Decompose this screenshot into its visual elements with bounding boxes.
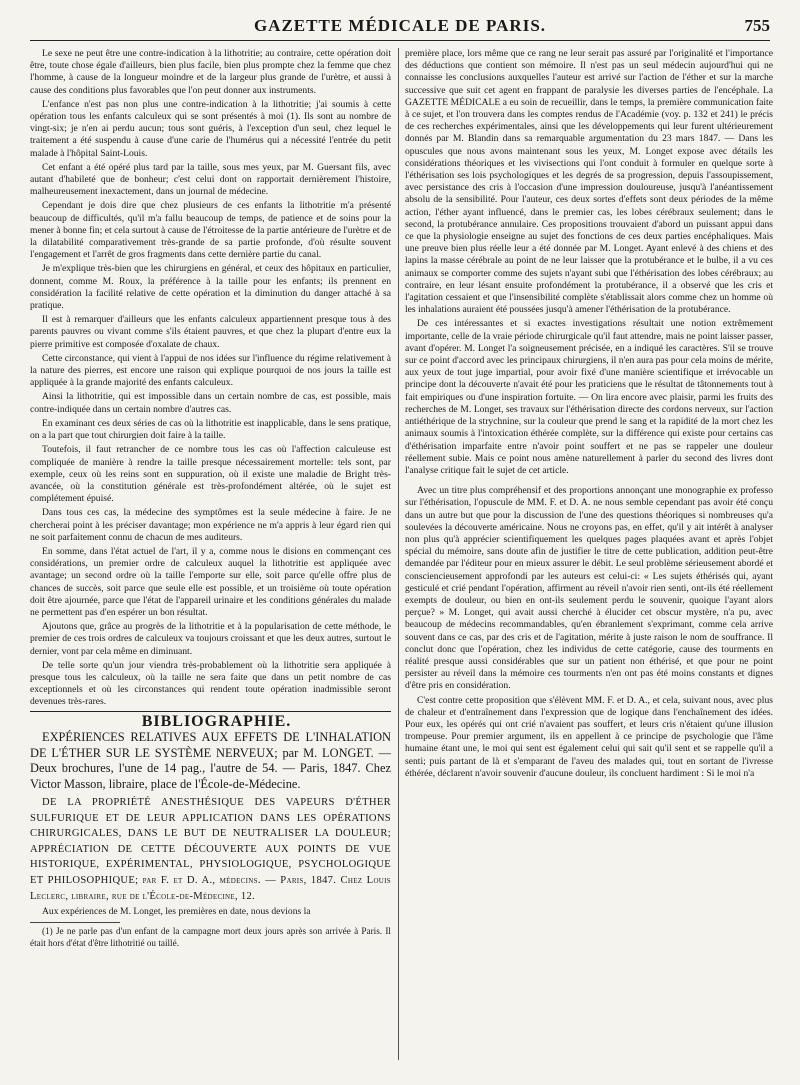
paragraph: Je m'explique très-bien que les chirurgiens en général, et ceux des hôpitaux en particulier, donnent, comme M. Roux, la préférence à la taille pour les enfants; ils prennent en considération la facilité relative de cette opération et la diminution du danger attaché à sa pratique. xyxy=(30,263,391,312)
paragraph: Il est à remarquer d'ailleurs que les enfants calculeux appartiennent presque tous à des parents pauvres ou vivant comme s'ils étaient pauvres, et que chez la plupart d'entre eux la pierre primitive est composée d'oxalate de chaux. xyxy=(30,314,391,350)
paragraph: Cependant je dois dire que chez plusieurs de ces enfants la lithotritie m'a présenté beaucoup de difficultés, qu'il m'a fallu beaucoup de temps, de patience et de soins pour la mener à bonne fin; et cela surtout à cause de l'étroitesse de la partie antérieure de l'urètre et de la dilatabilité comparativement très-grande de sa partie profonde, d'où résulte souvent l'engagement et l'arrêt de gros fragments dans cette dernière partie du canal. xyxy=(30,200,391,261)
right-column xyxy=(405,48,773,1068)
paragraph: Dans tous ces cas, la médecine des symptômes est la seule médecine à faire. Je ne chercherai point à les préciser davantage; mon expérience ne m'a appris à leur égard rien qui ne soit parfaitement connu de chacun de mes auditeurs. xyxy=(30,507,391,543)
paragraph: En examinant ces deux séries de cas où la lithotritie est inapplicable, dans le sens pratique, on a la part que tout chirurgien doit faire à la taille. xyxy=(30,417,391,442)
paragraph: Aux expériences de M. Longet, les premières en date, nous devions la xyxy=(42,906,311,918)
paragraph: Cet enfant a été opéré plus tard par la taille, sous mes yeux, par M. Guersant fils, avec autant d'habileté que de bonheur; c'est celui dont on rapportait dernièrement l'histoire, malheureusement inexactement, dans un journal de médecine. xyxy=(30,161,391,198)
paragraph: L'enfance n'est pas non plus une contre-indication à la lithotritie; j'ai soumis à cette opération tous les enfants calculeux qui se sont présentés à moi (1). Ils sont au nombre de vingt-six; je n'en ai perdu aucun; tous sont guéris, à l'exception d'un seul, chez lequel le traitement a été suspendu à cause d'une carie de l'humérus qui a nécessité l'entrée du petit malade à l'hôpital Saint-Louis. xyxy=(30,98,391,159)
left-column xyxy=(30,48,391,1073)
bibliography-heading: BIBLIOGRAPHIE. xyxy=(30,711,391,728)
journal-title: GAZETTE MÉDICALE DE PARIS. xyxy=(253,16,547,35)
bibliography-entry-fda: DE LA PROPRIÉTÉ ANESTHÉSIQUE DES VAPEURS D'ÉTHER SULFURIQUE ET DE LEUR APPLICATION DANS LES OPÉRATIONS CHIRURGICALES, DANS LE BUT DE NEUTRALISER LA DOULEUR; APPRÉCIATION DE CETTE DÉCOUVERTE AUX POINTS DE VUE HISTORIQUE, EXPÉRIMENTAL, PHYSIOLOGIQUE, PSYCHOLOGIQUE ET PHILOSOPHIQUE; par F. et D. A., médecins. — Paris, 1847. Chez Louis Leclerc, libraire, rue de l'École-de-Médecine, 12. xyxy=(30,796,391,902)
paragraph: C'est contre cette proposition que s'élèvent MM. F. et D. A., et cela, suivant nous, avec plus de chaleur et d'entraînement dans l'expression que de logique dans l'enchaînement des idées. Pour eux, les opérés qui ont crié n'avaient pas souffert, et leurs cris n'étaient qu'une illusion trompeuse. Pour premier argument, ils en appellent à ce principe de psychologie que l'âme humaine étant une, le moi qui sent est également celui qui sait qu'il sent et se rappelle qu'il a senti; puis partant de là et s'emparant de l'aveu des malades qui, tout en sortant de l'ivresse éthérée, déclarent n'avoir souvenir d'aucune douleur, ils concluent hardiment : Si le moi n'a xyxy=(405,694,773,779)
column-divider xyxy=(398,48,399,1060)
bibliography-entry-longet: EXPÉRIENCES RELATIVES AUX EFFETS DE L'INHALATION DE L'ÉTHER SUR LE SYSTÈME NERVEUX; par M. LONGET. — Deux brochures, l'une de 14 pag., l'autre de 54. — Paris, 1847. Chez Victor Masson, libraire, place de l'École-de-Médecine. xyxy=(30,729,391,792)
footnote-rule xyxy=(30,922,120,923)
paragraph: Ainsi la lithotritie, qui est impossible dans un certain nombre de cas, est possible, mais contre-indiquée dans un certain nombre d'autres cas. xyxy=(30,391,391,415)
paragraph: Cette circonstance, qui vient à l'appui de nos idées sur l'influence du régime relativement à la nature des pierres, est encore une raison qui explique pourquoi de nos jours la taille est appliquée à la grande majorité des enfants calculeux. xyxy=(30,352,391,389)
page-header xyxy=(30,16,770,41)
paragraph: De telle sorte qu'un jour viendra très-probablement où la lithotritie sera appliquée à presque tous les calculeux, où la taille ne sera faite que dans un petit nombre de cas exceptionnels et où les circonstances qui rendent toute opération inadmissible seront devenues très-rares. xyxy=(30,659,391,708)
paragraph: Avec un titre plus compréhensif et des proportions annonçant une monographie ex professo sur l'éthérisation, l'opuscule de MM. F. et D. A. ne nous semble cependant pas avoir été conçu dans un autre but que pour la discussion de l'une des questions théoriques si nombreuses qu'a soulevées la découverte américaine. Nous ne croyons pas, en effet, qu'il y ait intérêt à analyser non plus qu'à apprécier scientifiquement les quelques pages plaquées avant et après l'objet spécial du mémoire, sans doute afin de justifier le titre de cette publication, addition peut-être demandée par l'éditeur pour en mieux assurer le débit. Le seul problème sérieusement abordé et consciencieusement approfondi par les auteurs est celui-ci: « Les sujets éthérisés qui, ayant gesticulé et crié pendant l'opération, affirment au réveil n'avoir rien senti, ont-ils été réellement exempts de douleur, ou bien en ont-ils seulement perdu le souvenir, quoique l'ayant alors perçue? » M. Longet, qui avait aussi cherché à élucider cet obscur mystère, n'a pu, avec beaucoup de médecins recommandables, qu'en ébranlement s'exprimant, comme cela arrive souvent dans ce cas, par des cris et de l'agitation, mérite à juste raison le nom de souffrance. Il conclut donc que l'opération, chez les individus de cette catégorie, cause des tourments en réalité presque aussi considérables que sur un patient non éthérisé, et que pour ne point persister au réveil dans la mémoire ces tourments n'en ont pas été moins constants et dignes d'être pris en considération. xyxy=(405,485,773,692)
paragraph: Le sexe ne peut être une contre-indication à la lithotritie; au contraire, cette opération doit être, toute chose égale d'ailleurs, bien plus facile, bien plus prompte chez la femme que chez l'homme, à cause de la longueur moindre et de la largeur plus grande de l'urètre, et aussi à cause des conditions plus favorables que l'on peut donner aux instruments. xyxy=(30,48,391,96)
paragraph: De ces intéressantes et si exactes investigations résultait une notion extrêmement importante, celle de la vraie période chirurgicale qu'il faut attendre, mais ne point laisser passer, avant d'opérer. M. Longet l'a soigneusement précisée, en a indiqué les caractères. S'il se trouve sur ce point d'accord avec les principaux chirurgiens, il n'en aura pas pour cela moins de mérite, aux yeux de tout juge impartial, pour avoir fixé d'une manière scientifique et irrévocable un principe dont la découverte n'avait été pour les praticiens que le résultat de tâtonnements tout à fait empiriques ou d'une inspiration fortuite. — On lira encore avec plaisir, parmi les fruits des recherches de M. Longet, ses travaux sur l'éthérisation directe des cordons nerveux, sur l'action antiéthérique de la strychnine, sur la couleur que prend le sang et la rapidité de la mort chez les animaux soumis à l'intoxication éthérée complète, sur la différence qui existe pour certains cas d'éthérisation imparfaite entre n'avoir point souffert et ne pas se rappeler une douleur réellement subie. Mais ce point nous amène naturellement à parler du second des livres dont l'analyse critique fait le sujet de cet article. xyxy=(405,318,773,476)
paragraph: première place, lors même que ce rang ne leur serait pas assuré par l'originalité et l'importance des déductions que contient son mémoire. Il n'est pas un seul médecin aujourd'hui qui ne connaisse les conclusions auxquelles l'auteur est arrivé sur l'action de l'éther et sur la marche successive que suit cet agent en frappant de paralysie les diverses parties de l'encéphale. La GAZETTE MÉDICALE a eu soin de recueillir, dans le temps, la première communication faite à ce sujet, et l'on trouvera dans les comptes rendus de l'Académie (voy. p. 132 et 241) le précis de ces recherches expérimentales, ainsi que les développements qui leur furent ultérieurement donnés par M. Blandin dans sa remarquable argumentation du 23 mars 1847. — Dans les opuscules que nous avons maintenant sous les yeux, M. Longet expose avec détails les considérations théoriques et les vivisections qui l'ont conduit à formuler en quelque sorte à l'éthérisation ses lois psychologiques et les degrés de sa progression, depuis l'assoupissement, avec persistance des cris à l'occasion d'une impression douloureuse, jusqu'à l'anéantissement absolu de la sensibilité. Pour l'auteur, ces deux sortes d'effets sont deux périodes de la même action, l'éther ayant influencé, dans le premier cas, les lobes cérébraux seulement; dans le second, la protubérance annulaire. Ces propositions trouvaient d'abord un puissant appui dans ce que la physiologie enseigne au sujet des fonctions de ces deux parties encéphaliques. Mais une preuve bien plus réelle leur a été donnée par M. Longet. Ayant enlevé à des chiens et des lapins la masse cérébrale au point de ne leur laisser que la protubérance et le bulbe, il a vu ces animaux se comporter comme des sujets n'ayant subi que l'éthérisation des lobes cérébraux; au contraire, en leur lésant ensuite profondément la protubérance, il a observé que les cris et l'agitation cessaient et que l'insensibilité complète s'établissait alors comme chez un homme où les inhalations auraient été poussées jusqu'à amener l'éthérisation de la protubérance. xyxy=(405,48,773,316)
page-number: 755 xyxy=(744,16,770,35)
paragraph: Toutefois, il faut retrancher de ce nombre tous les cas où l'affection calculeuse est compliquée de manière à rendre la taille presque nécessairement mortelle: tels sont, par exemple, ceux où les reins sont en suppuration, où il existe une maladie de Bright très-avancée, où la constitution générale est très-profondément altérée, où le sujet est complétement épuisé. xyxy=(30,444,391,505)
footnote: (1) Je ne parle pas d'un enfant de la campagne mort deux jours après son arrivée à Paris. Il était hors d'état d'être lithotritié ou taillé. xyxy=(30,926,391,948)
paragraph: En somme, dans l'état actuel de l'art, il y a, comme nous le disions en commençant ces considérations, un premier ordre de calculeux auquel la lithotritie est appliquée avec avantage; un second ordre où la taille l'emporte sur elle, soit parce qu'elle offre plus de chances de succès, soit parce que seule elle est possible, et un troisième où toute opération doit être ajournée, parce que l'état de l'appareil urinaire et les conditions générales du malade ne permettent pas d'en espérer un bon résultat. xyxy=(30,545,391,618)
paragraph: Ajoutons que, grâce au progrès de la lithotritie et à la popularisation de cette méthode, le premier de ces trois ordres de calculeux va toujours croissant et que les deux autres, surtout le dernier, vont par cela même en diminuant. xyxy=(30,621,391,657)
